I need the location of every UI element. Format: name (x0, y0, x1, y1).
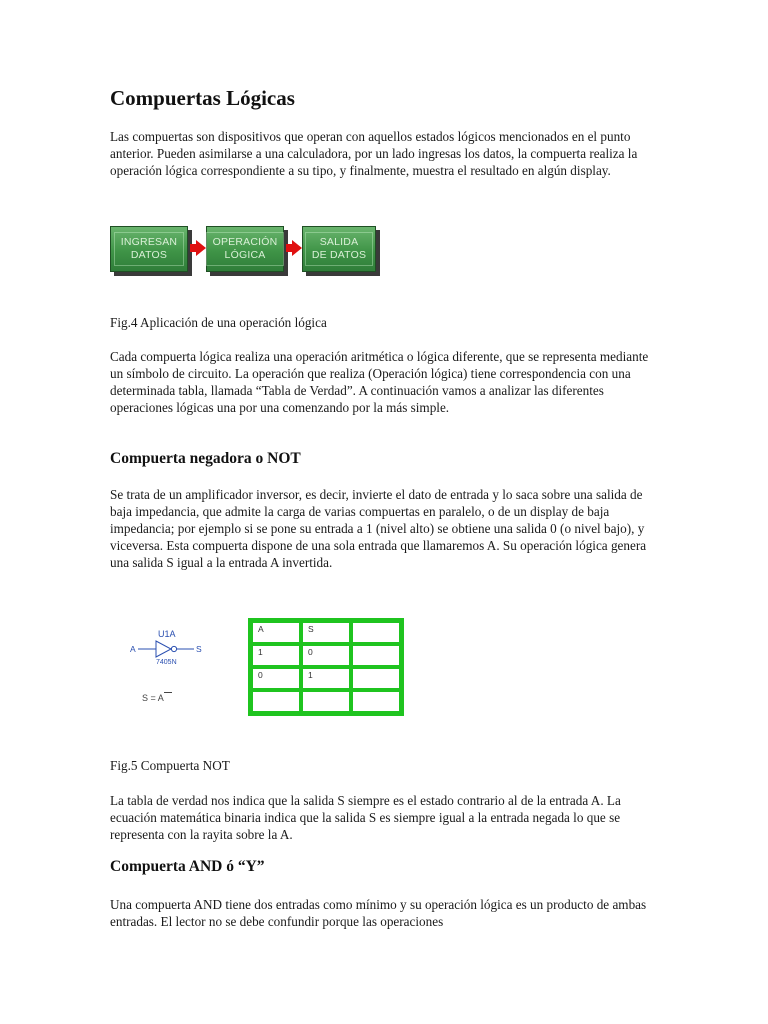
gate-output-label: S (196, 644, 202, 654)
section-not-heading: Compuerta negadora o NOT (110, 450, 301, 467)
fig4-caption: Fig.4 Aplicación de una operación lógica (110, 315, 327, 330)
table-cell (251, 690, 301, 713)
table-cell (351, 644, 401, 667)
flow-box-operation-label: OPERACIÓN LÓGICA (206, 232, 285, 266)
truth-table (248, 618, 404, 716)
flow-box-input (110, 226, 188, 272)
table-cell: A (251, 621, 301, 644)
table-cell: 1 (301, 667, 351, 690)
flow-box-output (302, 226, 376, 272)
fig5-caption: Fig.5 Compuerta NOT (110, 758, 230, 773)
flow-box-output-label: SALIDA DE DATOS (305, 232, 373, 266)
table-row (251, 644, 401, 667)
gate-input-label: A (130, 644, 136, 654)
table-cell (351, 667, 401, 690)
table-cell (351, 621, 401, 644)
flow-box-operation (206, 226, 284, 272)
table-row (251, 621, 401, 644)
equation-overbar (164, 692, 172, 693)
section-and-heading: Compuerta AND ó “Y” (110, 858, 265, 875)
not-gate-icon (138, 638, 198, 660)
table-cell: S (301, 621, 351, 644)
section-not-paragraph: Se trata de un amplificador inversor, es decir, invierte el dato de entrada y lo saca sobre una salida de baja impedancia, que admite la carga de varias compuertas en paralelo, o de un display de baja impedancia; por ejemplo si se pone su entrada a 1 (nivel alto) se obtiene una salida 0 (o nivel bajo), y viceversa. Esta compuerta dispone de una sola entrada que llamaremos A. Su operación lógica genera una salida S igual a la entrada A invertida. (110, 487, 647, 570)
table-row (251, 690, 401, 713)
paragraph-3: La tabla de verdad nos indica que la salida S siempre es el estado contrario al de la entrada A. La ecuación matemática binaria indica que la salida S es siempre igual a la entrada negada lo que se representa con la rayita sobre la A. (110, 793, 621, 842)
gate-part-label: 7405N (156, 659, 177, 666)
gate-equation (142, 693, 164, 703)
table-cell (301, 690, 351, 713)
intro-paragraph: Las compuertas son dispositivos que operan con aquellos estados lógicos mencionados en el punto anterior. Pueden asimilarse a una calculadora, por un lado ingresas los datos, la compuerta realiza la operación lógica correspondiente a su tipo, y finalmente, muestra el resultado en algún display. (110, 129, 638, 178)
table-cell: 0 (301, 644, 351, 667)
flow-arrow-1-icon (196, 240, 206, 256)
gate-ref-label: U1A (158, 629, 176, 639)
equation-text: S = A (142, 693, 164, 703)
page-title: Compuertas Lógicas (110, 86, 295, 110)
fig4-flow-diagram (110, 222, 380, 278)
paragraph-2: Cada compuerta lógica realiza una operación aritmética o lógica diferente, que se representa mediante un símbolo de circuito. La operación que realiza (Operación lógica) tiene correspondencia con una determinada tabla, llamada “Tabla de Verdad”. A continuación vamos a analizar las diferentes operaciones lógicas una por una comenzando por la más simple. (110, 349, 649, 415)
table-cell (351, 690, 401, 713)
flow-arrow-2-icon (292, 240, 302, 256)
not-gate-diagram (120, 620, 230, 720)
table-cell: 0 (251, 667, 301, 690)
section-and-paragraph: Una compuerta AND tiene dos entradas como mínimo y su operación lógica es un producto de ambas entradas. El lector no se debe confundir porque las operaciones (110, 897, 647, 929)
table-cell: 1 (251, 644, 301, 667)
table-row (251, 667, 401, 690)
flow-box-input-label: INGRESAN DATOS (114, 232, 184, 266)
